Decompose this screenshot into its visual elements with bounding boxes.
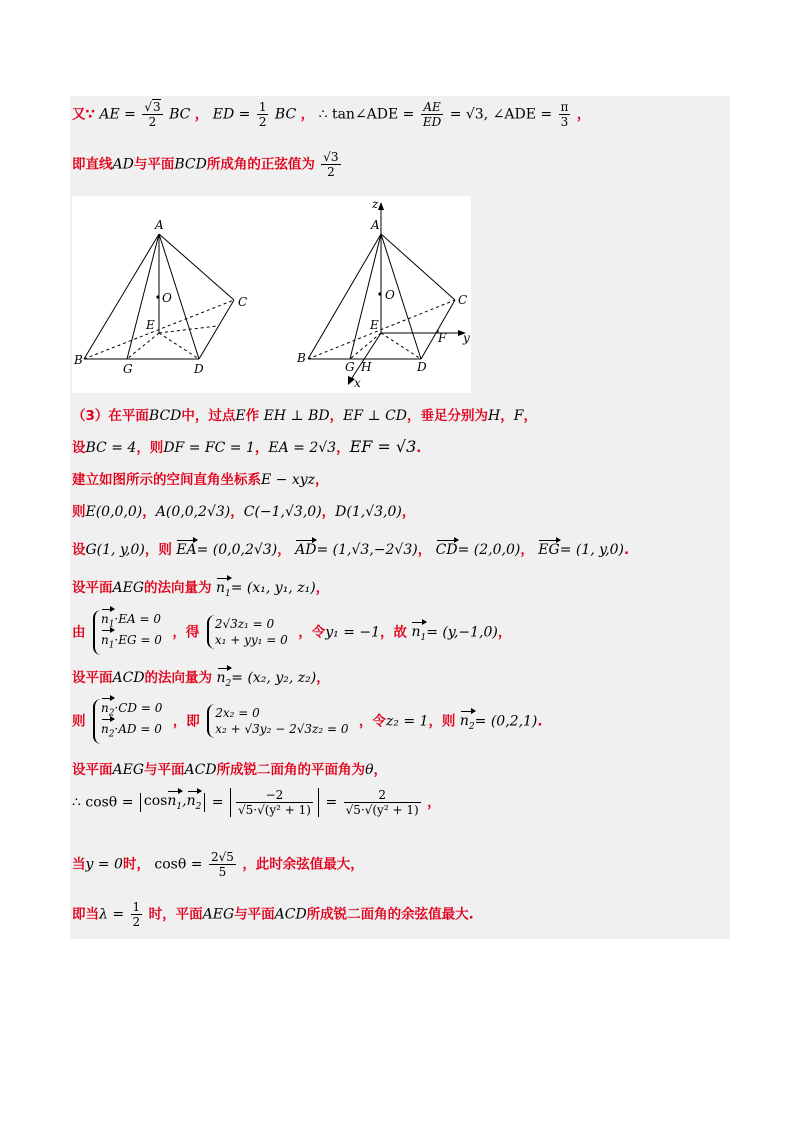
line-12: 设平面AEG与平面ACD所成锐二面角的平面角为θ， (72, 762, 387, 778)
text-because: 又∵ (72, 106, 95, 123)
label-y: y (463, 331, 470, 345)
equation-system-1: $n_1\cdot EA = 0$ $n_1\cdot EG = 0$ (93, 610, 165, 655)
math-ae: AE = (99, 106, 136, 123)
line-10: 设平面ACD的法向量为 $n_2= (x_2$, y₂, z₂)， (72, 670, 330, 689)
label-c-left: C (238, 295, 248, 309)
abs-cos-n1-n2: $\cos n_1,n_2$ (140, 793, 205, 812)
line-3: （3）在平面BCD中，过点E作 EH ⊥ BD，EF ⊥ CD，垂足分别为H，F， (72, 408, 537, 424)
math-bc: BC (169, 106, 191, 123)
fraction-pi-3: $\frac{\pi}{3}$ (560, 100, 569, 129)
fraction-sqrt3-over-2: $\frac{√3}{2}$ (144, 100, 161, 129)
math-ed: ED = (212, 106, 251, 123)
math-angle-ade: ∠ADE = (492, 106, 553, 123)
equation-system-2: 2√3z₁ = 0 x₁ + yy₁ = 0 (207, 615, 291, 649)
label-d-left: D (194, 362, 204, 376)
label-g-left: G (123, 362, 133, 376)
label-c-right: C (458, 293, 468, 307)
fraction-half: $\frac{1}{2}$ (258, 100, 267, 129)
fraction-ae-ed: $\frac{AE}{ED}$ (422, 100, 442, 129)
fraction-result: $\frac{2}{\text{√5·√(y² + 1)}}$ (345, 788, 419, 817)
fraction-2sqrt5-5: $\frac{2√5}{5}$ (210, 850, 234, 879)
line-9: 由 $n_1\cdot EA = 0$ $n_1\cdot EG = 0$ ，得 2√3z₁ = 0 x₁ + yy₁ = 0 ，令y₁ = −1，故 $n_1= (y,-1,0)$， (72, 610, 511, 655)
geometry-figure (72, 196, 471, 393)
label-z: z (372, 197, 379, 211)
fraction-one-half: $\frac{1}{2}$ (132, 900, 141, 929)
equation-system-4: 2x₂ = 0 x₂ + √3y₂ − 2√3z₂ = 0 (207, 704, 351, 738)
label-x: x (354, 376, 361, 390)
label-b-left: B (74, 353, 83, 367)
z-axis-arrow (378, 202, 384, 210)
pyramid-diagrams (72, 196, 471, 393)
label-d-right: D (417, 360, 427, 374)
line-8: 设平面AEG的法向量为 $n_1= (x_1$, y₁, z₁)， (72, 580, 330, 599)
vector-cd: CD (435, 542, 458, 558)
vector-eg: EG (538, 542, 560, 558)
vector-n1: $n_1$ (215, 580, 231, 599)
line-15: 即当λ = $\frac{1}{2}$ 时，平面AEG与平面ACD所成锐二面角的余弦值最大. (72, 900, 474, 929)
line-6: 则E(0,0,0)，A(0,0,2√3)，C(−1,√3,0)，D(1,√3,0)， (72, 504, 416, 520)
label-o-left: O (162, 291, 172, 305)
right-pyramid (308, 206, 458, 381)
label-e-left: E (146, 318, 155, 332)
vector-ea: EA (176, 542, 197, 558)
label-o-right: O (385, 288, 395, 302)
label-h: H (361, 360, 372, 374)
line-13: ∴ $\cos\theta = \cos n_1,n_2$ = $\frac{-2}{\text{√5·√(y² + 1)}}$ = $\frac{2}{\text{√5·√(y² + 1)}}$ ， (72, 788, 441, 817)
label-e-right: E (370, 318, 379, 332)
line-5: 建立如图所示的空间直角坐标系E − xyz， (72, 472, 329, 488)
fraction-sqrt3-2: $\frac{√3}{2}$ (323, 150, 339, 179)
abs-fraction: $\frac{-2}{\text{√5·√(y² + 1)}}$ (230, 788, 319, 817)
point-o-left (156, 295, 159, 298)
vector-n2: $n_2$ (216, 670, 232, 689)
equation-system-3: $n_2\cdot CD = 0$ $n_2\cdot AD = 0$ (93, 699, 165, 744)
line-14: 当y = 0时， cosθ = $\frac{2√5}{5}$ ，此时余弦值最大， (72, 850, 364, 879)
line-11: 则 $n_2\cdot CD = 0$ $n_2\cdot AD = 0$ ，即 2x₂ = 0 x₂ + √3y₂ − 2√3z₂ = 0 ，令z₂ = 1，则 $n_2= (0,2,1)$. (72, 699, 543, 744)
line-7: 设G(1, y,0)，则 EA= (0,0,2√3)， AD= (1,√3,−2√3)， CD= (2,0,0)， EG= (1, y,0). (72, 542, 630, 558)
math-tan: ∴ tan∠ADE = (318, 106, 415, 123)
line-1: 又∵ AE = $\frac{√3}{2}$ BC ， ED = $\frac{1}{2}$ BC ， ∴ tan∠ADE = $\frac{AE}{ED}$ = √3, ∠ADE = $\frac{\pi}{3}$ ， (72, 100, 591, 129)
label-b-right: B (297, 351, 306, 365)
label-a-right: A (371, 218, 380, 232)
label-f: F (438, 331, 447, 345)
line-2: 即直线AD与平面BCD所成角的正弦值为 $\frac{√3}{2}$ (72, 150, 339, 179)
label-a-left: A (155, 218, 164, 232)
vector-ad: AD (295, 542, 317, 558)
line-4: 设BC = 4，则DF = FC = 1，EA = 2√3，EF = √3. (72, 437, 422, 456)
point-o-right (378, 292, 381, 295)
label-g-right: G (345, 360, 355, 374)
